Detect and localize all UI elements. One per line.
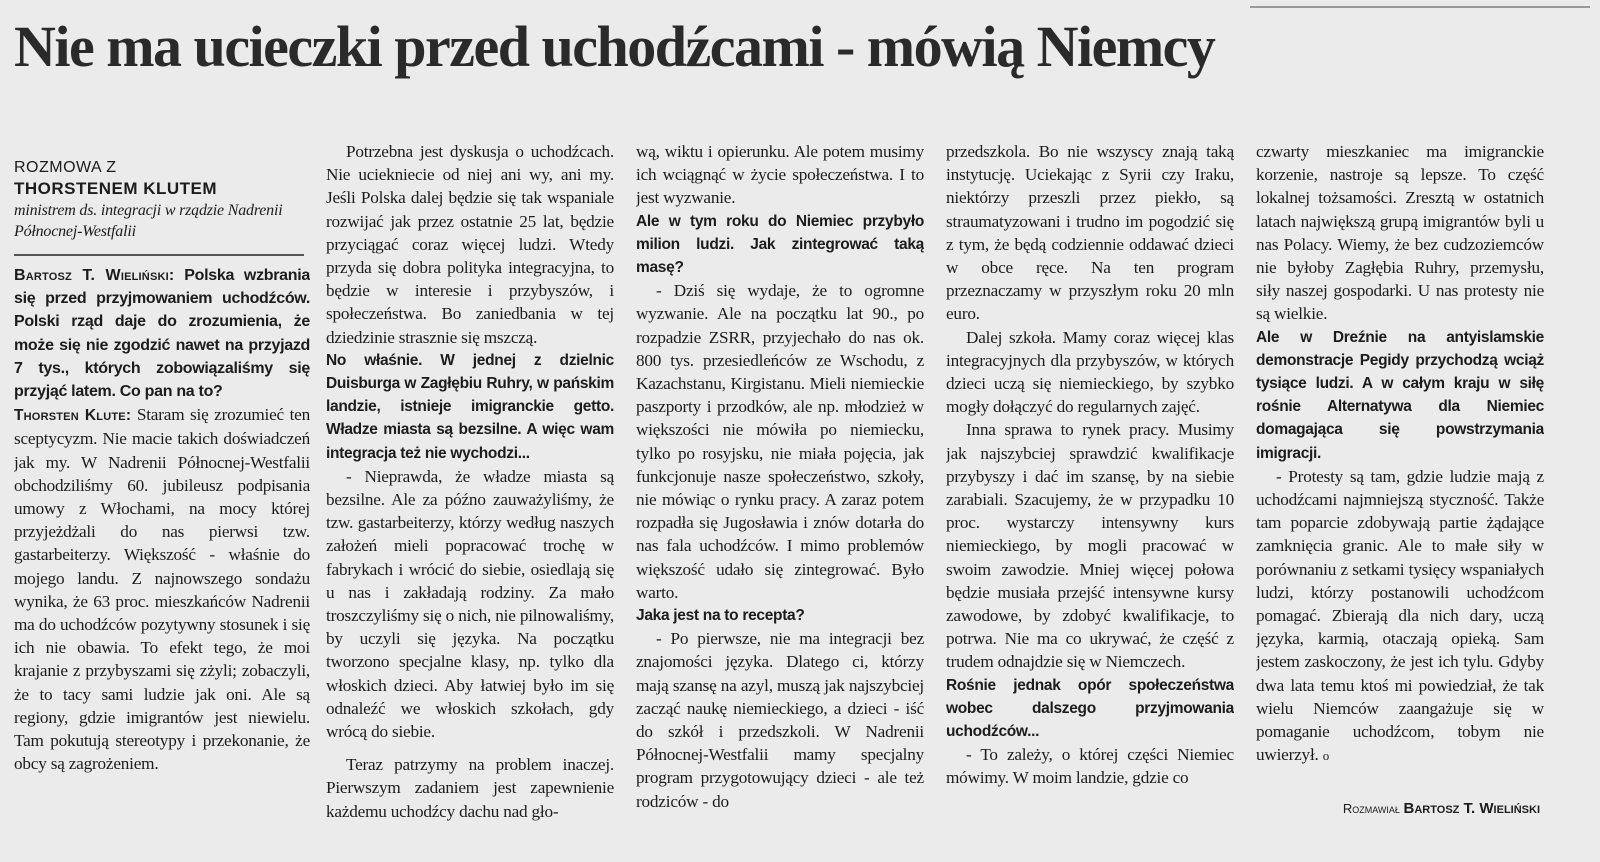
intro-name: THORSTENEM KLUTEM: [14, 179, 218, 198]
top-rule: [1250, 6, 1590, 8]
col4-paragraph-2: Dalej szkoła. Mamy coraz więcej klas integracyjnych dla przybyszów, w których dzieci uczą się niemieckiego, by szybko mogły dołączyć do regularnych zajęć.: [946, 327, 1234, 417]
col2-paragraph-3: Teraz patrzymy na problem inaczej. Pierwszym zadaniem jest zapewnienie każdemu uchodźcy dachu nad gło-: [326, 755, 614, 821]
col4-paragraph-3: Inna sprawa to rynek pracy. Musimy jak najszybciej sprawdzić kwalifikacje przybyszy i dać im szansę, by na siebie zarabiali. Szacujemy, że w przypadku 10 proc. wystarczy intensywny kurs niemieckiego, by mogli pracować w swoim zawodzie. Mniej więcej połowa będzie musiała przejść intensywne kursy zawodowe, by zdobyć kwalifikacje, to potrwa. Nie ma co ukrywać, że część z trudem odnajdzie się w Niemczech.: [946, 420, 1234, 672]
interviewee-name: Thorsten Klute:: [14, 407, 132, 425]
col5-question-1: Ale w Dreźnie na antyislamskie demonstracje Pegidy przychodzą wciąż tysiące ludzi. A w całym kraju w siłę rośnie Alternatywa dla Niemiec domagająca się powstrzymania imigracji.: [1256, 328, 1544, 462]
end-mark: o: [1322, 748, 1330, 764]
headline: Nie ma ucieczki przed uchodźcami - mówią Niemcy: [14, 14, 1215, 79]
col3-paragraph-2: - Dziś się wydaje, że to ogromne wyzwanie. Ale na początku lat 90., po rozpadzie ZSRR, przyjechało do nas ok. 800 tys. przesiedleńców ze Wschodu, z Kazachstanu, Kirgistanu. Mieli niemieckie paszporty i przodków, ale np. młodzież w większości nie mówiła po niemiecku, tylko po rosyjsku, nie miała pojęcia, jak funkcjonuje nasze społeczeństwo, szkoły, nie mówiąc o rynku pracy. A zaraz potem rozpadła się Jugosławia i znów dotarła do nas fala uchodźców. I mimo problemów większość udało się zintegrować. Było warto.: [636, 281, 924, 602]
intro-divider: [14, 254, 304, 256]
question-1-text: Polska wzbrania się przed przyjmowaniem uchodźców. Polski rząd daje do zrozumienia, że może się nie zgodzić nawet na przyjazd 7 tys., których zobowiązaliśmy się przyjąć latem. Co pan na to?: [14, 267, 310, 401]
column-5: [1256, 140, 1544, 800]
intro-role: ministrem ds. integracji w rządzie Nadrenii Północnej-Westfalii: [14, 202, 283, 240]
col5-paragraph-1: czwarty mieszkaniec ma imigranckie korzenie, nastroje są lepsze. To część lokalnej tożsamości. Zresztą w ostatnich latach największą grupą imigrantów byli u nas Polacy. Wiemy, że bez cudzoziemców nie byłoby Zagłębia Ruhry, przemysłu, siły naszej gospodarki. U nas protesty nie są wielkie.: [1256, 142, 1544, 324]
col5-paragraph-2-text: - Protesty są tam, gdzie ludzie mają z uchodźcami najmniejszą styczność. Także tam poparcie zdobywają partie żądające zamknięcia granic. Ale to małe siły w porównaniu z setkami tysięcy wspaniałych ludzi, którzy postanowili uchodźcom pomagać. Zbierają dla nich dary, uczą języka, karmią, otaczają opieką. Sam jestem zaskoczony, że jest ich tylu. Gdyby dwa lata temu ktoś mi powiedział, że tak wielu Niemców zaangażuje się w pomaganie uchodźcom, tobym nie uwierzył.: [1256, 466, 1544, 765]
col3-paragraph-1: wą, wiktu i opierunku. Ale potem musimy ich wciągnąć w życie społeczeństwa. I to jest wyzwanie.: [636, 142, 924, 208]
col5-paragraph-2: [1256, 465, 1544, 768]
col2-paragraph-1: Potrzebna jest dyskusja o uchodźcach. Nie uciekniecie od niej ani wy, ani my. Jeśli Polska dalej będzie się tak wspaniale rozwijać jak przez ostatnie 25 lat, będzie przyciągać coraz więcej ludzi. Wtedy przyda się dobra polityka integracyjna, to będzie w interesie i przybyszów, i społeczeństwa. Bo zaniedbania w tej dziedzinie strasznie się mszczą.: [326, 142, 614, 347]
intro-kind: ROZMOWA Z: [14, 159, 117, 176]
interviewer-name: Bartosz T. Wieliński:: [14, 267, 175, 284]
byline: [1340, 800, 1540, 817]
col3-paragraph-3: - Po pierwsze, nie ma integracji bez znajomości języka. Dlatego ci, którzy mają szansę na azyl, muszą jak najszybciej zacząć naukę niemieckiego, a dzieci - iść do szkół i przedszkoli. W Nadrenii Północnej-Westfalii mamy specjalny program przygotowujący dzieci - ale też rodziców - do: [636, 629, 924, 811]
byline-name: Bartosz T. Wieliński: [1403, 800, 1540, 817]
answer-1: [14, 403, 310, 775]
col2-question-1: No właśnie. W jednej z dzielnic Duisburga w Zagłębiu Ruhry, w pańskim landzie, istnieje imigranckie getto. Władze miasta są bezsilne. A więc wam integracja też nie wychodzi...: [326, 351, 614, 462]
column-4: [946, 140, 1234, 840]
col4-paragraph-4: - To zależy, o której części Niemiec mówimy. W moim landzie, gdzie co: [946, 745, 1234, 788]
column-3: [636, 140, 924, 840]
col4-question-1: Rośnie jednak opór społeczeństwa wobec dalszego przyjmowania uchodźców...: [946, 676, 1234, 741]
col4-paragraph-1: przedszkola. Bo nie wszyscy znają taką instytucję. Uciekając z Syrii czy Iraku, niektórzy przeszli przez piekło, są straumatyzowani i trudno im pogodzić się z tym, że będą codziennie oddawać dzieci w obce ręce. Na ten program przeznaczamy w przyszłym roku 20 mln euro.: [946, 142, 1234, 324]
column-2: [326, 140, 614, 840]
col3-question-1: Ale w tym roku do Niemiec przybyło milion ludzi. Jak zintegrować taką masę?: [636, 212, 924, 277]
byline-label: Rozmawiał: [1342, 801, 1400, 816]
column-1: [14, 158, 310, 848]
question-1: [14, 264, 310, 403]
answer-1-text: Staram się zrozumieć ten sceptycyzm. Nie macie takich doświadczeń jak my. W Nadrenii Północnej-Westfalii obchodziliśmy 60. jubileusz podpisania umowy z Włochami, na mocy której przyjeżdżali do nas pierwsi tzw. gastarbeiterzy. Większość - właśnie do mojego landu. Z najnowszego sondażu wynika, że 63 proc. mieszkańców Nadrenii ma do uchodźców pozytywny stosunek i się ich nie obawia. To efekt tego, że moi krajanie z przybyszami się zżyli; zobaczyli, że to tacy sami ludzie jak oni. Ale są regiony, gdzie imigrantów jest niewielu. Tam pokutują stereotypy i przekonanie, że obcy są zagrożeniem.: [14, 405, 310, 774]
col2-paragraph-2: - Nieprawda, że władze miasta są bezsilne. Ale za późno zauważyliśmy, że tzw. gastarbeiterzy, którzy według naszych założeń mieli popracować trochę w fabrykach i wrócić do siebie, osiedlają się u nas i zakładają rodziny. Za mało troszczyliśmy się o nich, nie pilnowaliśmy, by uczyli się języka. Na początku tworzono specjalne klasy, np. tylko dla włoskich dzieci. Aby łatwiej było im się odnaleźć we włoskich szkołach, gdy wrócą do siebie.: [326, 466, 614, 742]
spacer: [326, 743, 614, 753]
col3-question-2: Jaka jest na to recepta?: [636, 607, 805, 625]
